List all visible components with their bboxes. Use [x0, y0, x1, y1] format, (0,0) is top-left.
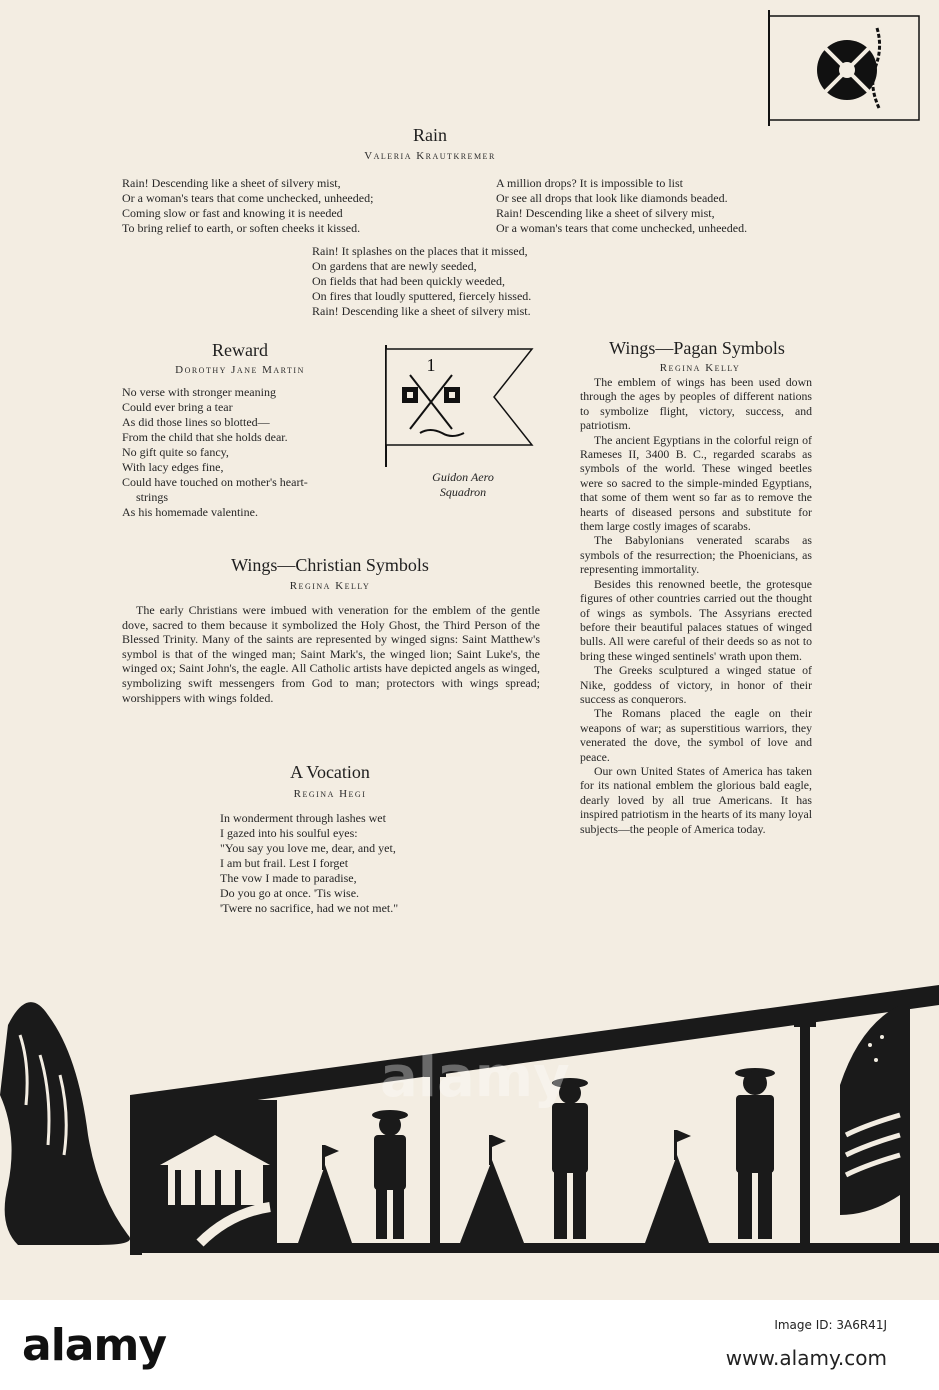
reward-poem [122, 385, 308, 520]
verse-line: Rain! It splashes on the places that it missed, [312, 244, 528, 258]
article-paragraph: Besides this renowned beetle, the grotesque figures of other countries carried out the thought of wings as symbols. The Assyrians erected before their beautiful palaces statues of winged bulls. All were careful of their deeds so as not to bring these winged sentinels' wrath upon them. [580, 576, 812, 663]
image-id-label: Image ID: 3A6R41J [774, 1318, 887, 1332]
alamy-url-link[interactable]: www.alamy.com [725, 1346, 887, 1370]
verse-line: To bring relief to earth, or soften cheeks it kissed. [122, 221, 361, 235]
verse-line: Coming slow or fast and knowing it is needed [122, 206, 343, 220]
rain-stanza-1 [122, 176, 373, 236]
rain-author: Valeria Krautkremer [364, 150, 496, 162]
caption-line: Guidon Aero [432, 470, 494, 484]
vocation-poem [220, 811, 398, 916]
scout-camp-woodcut-illustration [0, 965, 939, 1265]
verse-line: On fields that had been quickly weeded, [312, 274, 505, 288]
verse-line: 'Twere no sacrifice, had we not met." [220, 901, 399, 915]
verse-line: From the child that she holds dear. [122, 430, 288, 444]
verse-line: A million drops? It is impossible to list [496, 176, 684, 190]
verse-line: On fires that loudly sputtered, fiercely hissed. [312, 289, 532, 303]
verse-line: "You say you love me, dear, and yet, [220, 841, 396, 855]
verse-line: No gift quite so fancy, [122, 445, 229, 459]
verse-line: In wonderment through lashes wet [220, 811, 386, 825]
guidon-caption [408, 470, 518, 500]
vocation-author: Regina Hegi [293, 788, 367, 800]
reward-author: Dorothy Jane Martin [175, 364, 305, 376]
article-paragraph: The early Christians were imbued with veneration for the emblem of the gentle dove, sacred to them because it symbolized the Holy Ghost, the Third Person of the Blessed Trinity. Many of the saints are represented by winged signs: Saint Matthew's symbol is that of the winged man; Saint Mark's, the winged lion; Saint Luke's, the winged ox; Saint John's, the eagle. All Catholic artists have depicted angels as winged, symbolizing swift messengers from God to man; protectors with wings spread; worshippers with wings folded. [122, 603, 540, 705]
guidon-flag-illustration [382, 345, 542, 467]
christian-article [122, 603, 540, 705]
article-paragraph: The Romans placed the eagle on their weapons of war; as superstitious warriors, they venerated the dove, the symbol of love and peace. [580, 706, 812, 764]
rain-stanza-2 [496, 176, 747, 236]
verse-line: I gazed into his soulful eyes: [220, 826, 358, 840]
verse-line: strings [136, 490, 169, 504]
verse-line: Rain! Descending like a sheet of silvery mist, [496, 206, 715, 220]
reward-title: Reward [212, 340, 268, 360]
alamy-logo[interactable]: alamy [22, 1320, 166, 1371]
verse-line: As his homemade valentine. [122, 505, 258, 519]
guidon-numeral: 1 [426, 355, 436, 375]
pagan-author: Regina Kelly [659, 362, 741, 374]
caption-line: Squadron [439, 485, 487, 499]
christian-author: Regina Kelly [289, 580, 371, 592]
rain-title: Rain [413, 125, 447, 145]
pagan-title: Wings—Pagan Symbols [609, 338, 785, 358]
article-paragraph: The ancient Egyptians in the colorful reign of Rameses II, 3400 B. C., regarded scarabs as symbols of the world. These winged beetles were so sacred to the simple-minded Egyptians, that some of them went so far as to remove the hearts of diseased persons and substitute for them large costly images of scarabs. [580, 432, 812, 534]
verse-line: Do you go at once. 'Tis wise. [220, 886, 360, 900]
verse-line: As did those lines so blotted— [122, 415, 270, 429]
verse-line: Could ever bring a tear [122, 400, 233, 414]
verse-line: Could have touched on mother's heart- [122, 475, 308, 489]
article-paragraph: Our own United States of America has taken for its national emblem the glorious bald eagle, dearly loved by all true Americans. It has inspired patriotism in the hearts of its many loyal subjects—the people of America today. [580, 763, 812, 836]
article-paragraph: The Babylonians venerated scarabs as symbols of the resurrection; the Phoenicians, as representing immortality. [580, 533, 812, 577]
verse-line: Rain! Descending like a sheet of silvery mist. [312, 304, 531, 318]
verse-line: On gardens that are newly seeded, [312, 259, 477, 273]
verse-line: Or see all drops that look like diamonds beaded. [496, 191, 728, 205]
verse-line: Or a woman's tears that come unchecked, unheeded. [496, 221, 748, 235]
watermark-text: alamy [380, 1045, 570, 1110]
christian-title: Wings—Christian Symbols [231, 555, 429, 575]
anchor-flag-illustration [765, 8, 925, 128]
verse-line: Rain! Descending like a sheet of silvery mist, [122, 176, 341, 190]
article-paragraph: The Greeks sculptured a winged statue of Nike, goddess of victory, in honor of their success as conquerors. [580, 663, 812, 706]
article-paragraph: The emblem of wings has been used down through the ages by peoples of different nations to symbolize flight, victory, success, and patriotism. [580, 375, 812, 433]
vocation-title: A Vocation [290, 762, 370, 782]
verse-line: With lacy edges fine, [122, 460, 224, 474]
verse-line: No verse with stronger meaning [122, 385, 276, 399]
pagan-article [580, 375, 812, 836]
verse-line: I am but frail. Lest I forget [220, 856, 349, 870]
verse-line: Or a woman's tears that come unchecked, unheeded; [122, 191, 374, 205]
verse-line: The vow I made to paradise, [220, 871, 357, 885]
rain-stanza-3 [312, 244, 531, 319]
